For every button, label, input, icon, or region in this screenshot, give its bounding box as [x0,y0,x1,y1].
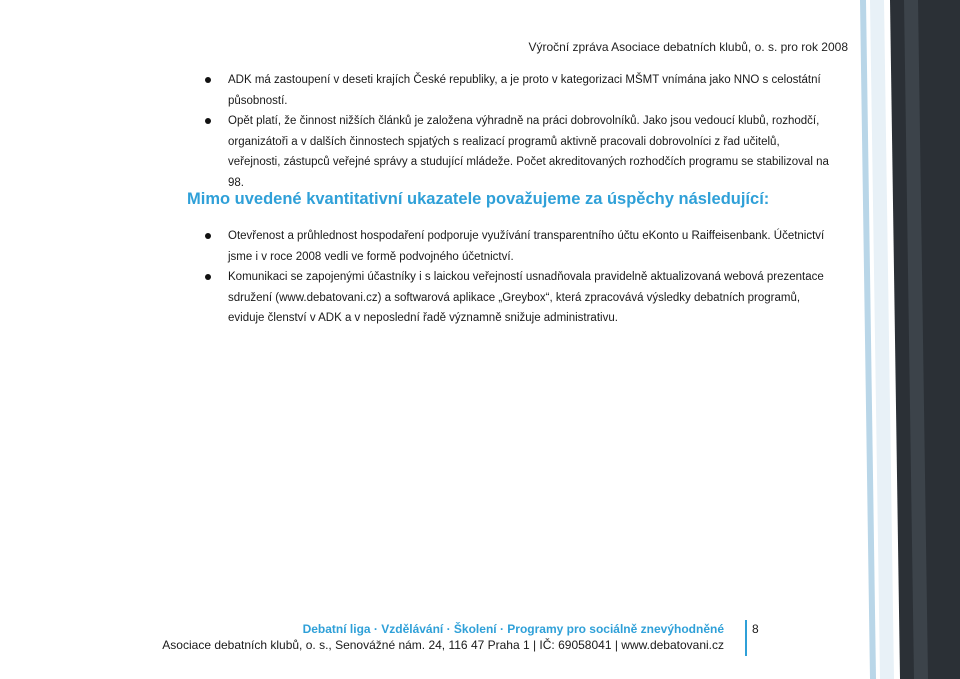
section-heading: Mimo uvedené kvantitativní ukazatele považujeme za úspěchy následující: [187,190,770,208]
footer-separator [745,620,747,656]
bullet-list-1 [200,70,835,193]
list-item: ADK má zastoupení v deseti krajích České republiky, a je proto v kategorizaci MŠMT vnímána jako NNO s celostátní působností. [200,70,835,111]
list-item: Komunikaci se zapojenými účastníky i s laickou veřejností usnadňovala pravidelně aktualizovaná webová prezentace sdružení (www.debatovani.cz) a softwarová aplikace „Greybox“, která zpracovává výsledky debatních programů, eviduje členství v ADK a v neposlední řadě významně snižuje administrativu. [200,267,835,329]
bullet-list-2 [200,226,835,329]
page-header: Výroční zpráva Asociace debatních klubů, o. s. pro rok 2008 [528,40,848,54]
footer-tagline: Debatní liga · Vzdělávání · Školení · Programy pro sociálně znevýhodněné [302,622,724,636]
list-item: Otevřenost a průhlednost hospodaření podporuje využívání transparentního účtu eKonto u Raiffeisenbank. Účetnictví jsme i v roce 2008 vedli ve formě podvojného účetnictví. [200,226,835,267]
footer-address: Asociace debatních klubů, o. s., Senovážné nám. 24, 116 47 Praha 1 | IČ: 69058041 | www.debatovani.cz [162,638,724,652]
list-item: Opět platí, že činnost nižších článků je založena výhradně na práci dobrovolníků. Jako jsou vedoucí klubů, rozhodčí, organizátoři a v dalších činnostech spjatých s realizací programů aktivně pracovali dobrovolníci z řad učitelů, veřejnosti, zástupců veřejné správy a studující mládeže. Počet akreditovaných rozhodčích programu se stabilizoval na 98. [200,111,835,193]
page-number: 8 [752,622,759,636]
decorative-stripes [860,0,960,679]
